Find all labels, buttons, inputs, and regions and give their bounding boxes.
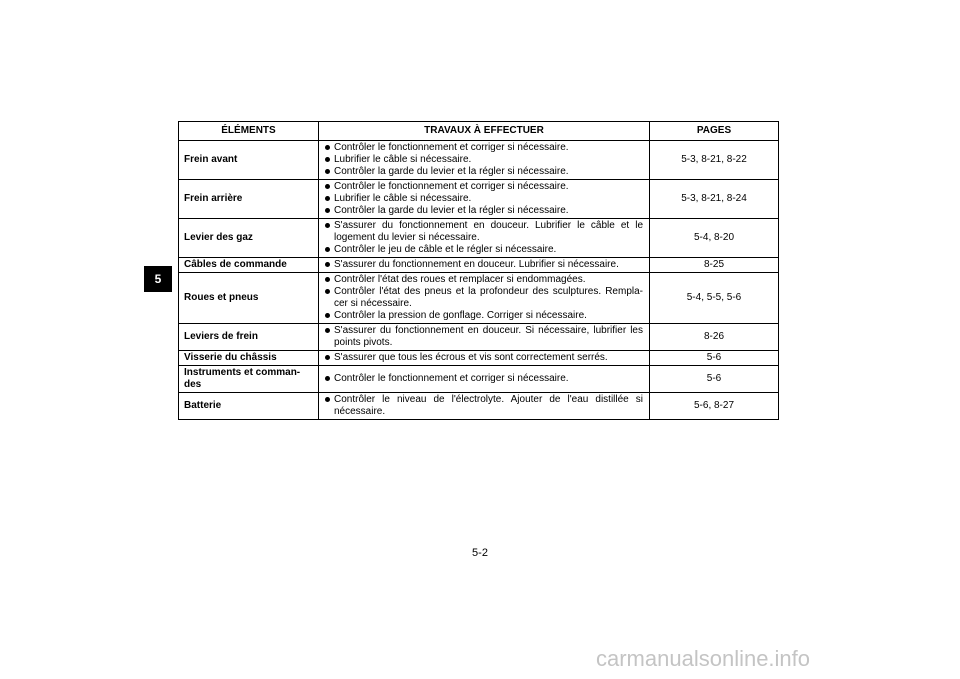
task-item: S'assurer que tous les écrous et vis sont correctement serrés. [325, 352, 643, 364]
task-item: Contrôler le jeu de câble et le régler si nécessaire. [325, 244, 643, 256]
task-list [325, 142, 643, 178]
row-element: Batterie [179, 393, 319, 420]
table-header-row [179, 122, 779, 141]
task-item: Contrôler la garde du levier et la régler si nécessaire. [325, 166, 643, 178]
header-pages: PAGES [650, 122, 779, 141]
header-work: TRAVAUX À EFFECTUER [319, 122, 650, 141]
task-item: Lubrifier le câble si nécessaire. [325, 193, 643, 205]
table-row [179, 324, 779, 351]
page-number: 5-2 [472, 547, 488, 559]
row-pages: 5-6 [650, 351, 779, 366]
row-tasks [319, 393, 650, 420]
row-pages: 5-6, 8-27 [650, 393, 779, 420]
chapter-tab [144, 266, 172, 292]
table-body [179, 141, 779, 420]
task-item: Contrôler la pression de gonflage. Corriger si nécessaire. [325, 310, 643, 322]
task-list [325, 352, 643, 364]
task-item: Contrôler le fonctionnement et corriger si nécessaire. [325, 142, 643, 154]
row-tasks [319, 366, 650, 393]
table-row [179, 258, 779, 273]
table-row [179, 366, 779, 393]
row-tasks [319, 273, 650, 324]
task-item: S'assurer du fonctionnement en douceur. Si nécessaire, lubrifier les points pivots. [325, 325, 643, 349]
row-pages: 5-4, 5-5, 5-6 [650, 273, 779, 324]
row-element: Instruments et comman-des [179, 366, 319, 393]
table-row [179, 393, 779, 420]
task-list [325, 259, 643, 271]
task-list [325, 394, 643, 418]
task-list [325, 325, 643, 349]
row-tasks [319, 180, 650, 219]
task-item: Lubrifier le câble si nécessaire. [325, 154, 643, 166]
task-item: Contrôler l'état des pneus et la profondeur des sculptures. Rempla-cer si nécessaire. [325, 286, 643, 310]
row-pages: 8-26 [650, 324, 779, 351]
row-pages: 5-6 [650, 366, 779, 393]
row-tasks [319, 351, 650, 366]
maintenance-table [178, 121, 779, 420]
task-item: Contrôler le niveau de l'électrolyte. Ajouter de l'eau distillée si nécessaire. [325, 394, 643, 418]
task-item: Contrôler le fonctionnement et corriger si nécessaire. [325, 181, 643, 193]
row-element: Câbles de commande [179, 258, 319, 273]
table-row [179, 219, 779, 258]
task-item: S'assurer du fonctionnement en douceur. Lubrifier si nécessaire. [325, 259, 643, 271]
header-elements: ÉLÉMENTS [179, 122, 319, 141]
table-row [179, 180, 779, 219]
task-list [325, 274, 643, 322]
row-tasks [319, 219, 650, 258]
row-tasks [319, 141, 650, 180]
task-item: Contrôler le fonctionnement et corriger si nécessaire. [325, 373, 643, 385]
row-pages: 5-3, 8-21, 8-24 [650, 180, 779, 219]
task-list [325, 220, 643, 256]
task-list [325, 373, 643, 385]
task-item: Contrôler l'état des roues et remplacer si endommagées. [325, 274, 643, 286]
row-element: Frein arrière [179, 180, 319, 219]
table-row [179, 351, 779, 366]
task-item: Contrôler la garde du levier et la régler si nécessaire. [325, 205, 643, 217]
row-element: Leviers de frein [179, 324, 319, 351]
task-list [325, 181, 643, 217]
row-pages: 8-25 [650, 258, 779, 273]
row-tasks [319, 258, 650, 273]
table-row [179, 141, 779, 180]
row-element: Roues et pneus [179, 273, 319, 324]
row-pages: 5-4, 8-20 [650, 219, 779, 258]
row-pages: 5-3, 8-21, 8-22 [650, 141, 779, 180]
watermark: carmanualsonline.info [596, 646, 811, 671]
row-element: Frein avant [179, 141, 319, 180]
chapter-tab-label: 5 [154, 272, 162, 286]
row-element: Visserie du châssis [179, 351, 319, 366]
row-tasks [319, 324, 650, 351]
row-element: Levier des gaz [179, 219, 319, 258]
table-row [179, 273, 779, 324]
task-item: S'assurer du fonctionnement en douceur. Lubrifier le câble et le logement du levier si nécessaire. [325, 220, 643, 244]
